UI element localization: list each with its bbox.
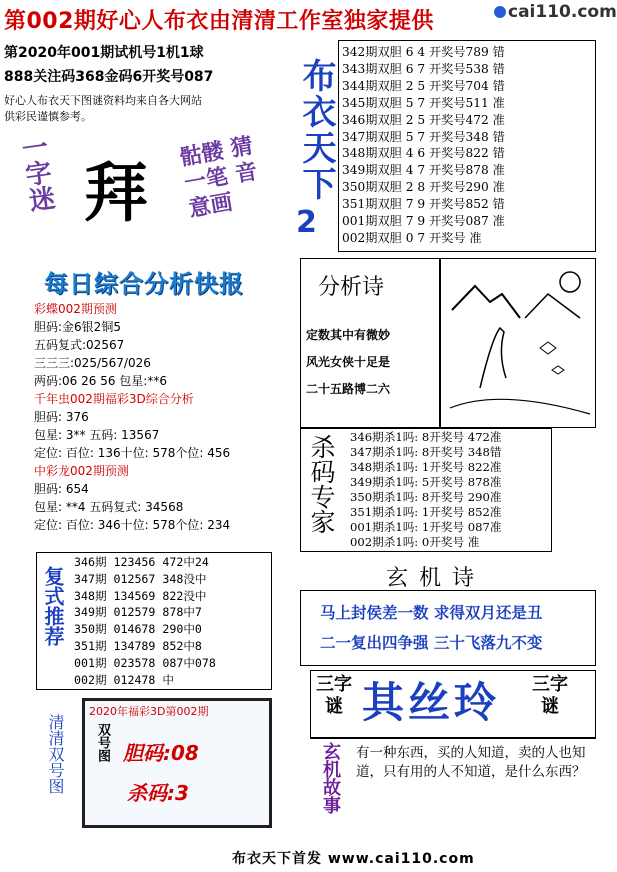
shama-row: 002期杀1吗: 0开奖号 准 <box>350 535 480 549</box>
sanzimi-center: 其丝玲 <box>362 678 501 727</box>
shama-title: 杀码专家 <box>307 434 336 534</box>
caidie-line: 两码:06 26 56 包星:**6 <box>34 374 167 388</box>
shuangdan-row: 351期双胆 7 9 开奖号852 错 <box>342 197 505 212</box>
shama-list <box>350 430 501 550</box>
shuangdan-row: 346期双胆 2 5 开奖号472 准 <box>342 112 505 127</box>
xuanji-line-2: 二一复出四争强 三十飞落九不变 <box>320 634 543 652</box>
intro-block <box>4 42 304 124</box>
analysis-blocks <box>34 300 294 534</box>
qingqing-side-label: 双号图 <box>95 723 110 762</box>
fushi-row: 349期 012579 878中7 <box>74 605 202 620</box>
fushi-row: 001期 023578 087中078 <box>74 655 216 670</box>
fushi-row: 351期 134789 852中8 <box>74 638 202 653</box>
shama-row: 001期杀1吗: 1开奖号 087准 <box>350 520 502 534</box>
riddle-left: 一字迷 <box>15 132 57 214</box>
shuangdan-row: 350期双胆 2 8 开奖号290 准 <box>342 180 505 195</box>
sanzimi-label-left: 三字谜 <box>316 674 352 717</box>
fushi-row: 348期 134569 822没中 <box>74 588 207 603</box>
shuangdan-row: 347期双胆 5 7 开奖号348 错 <box>342 129 505 144</box>
qingqing-box <box>82 698 272 828</box>
zhongcailong-line: 包星: **4 五码复式: 34568 <box>34 500 184 514</box>
poem-line-3: 二十五路博二六 <box>306 382 391 396</box>
qiannianchong-line: 包星: 3** 五码: 13567 <box>34 428 160 442</box>
poem-line-1: 定数其中有微妙 <box>306 328 391 342</box>
shuangdan-row: 348期双胆 4 6 开奖号822 错 <box>342 146 505 161</box>
intro-line-2: 888关注码368金码6开奖号087 <box>4 69 214 85</box>
fushi-row: 347期 012567 348没中 <box>74 571 207 586</box>
shama-row: 350期杀1吗: 8开奖号 290准 <box>350 490 502 504</box>
page-title: 第002期好心人布衣由清清工作室独家提供 <box>4 9 434 34</box>
riddle-center: 拜 <box>84 157 148 231</box>
header-bar <box>0 0 617 38</box>
shuangdan-row: 345期双胆 5 7 开奖号511 准 <box>342 95 505 110</box>
shuangdan-row: 001期双胆 7 9 开奖号087 准 <box>342 214 505 229</box>
poem-title: 分析诗 <box>318 275 385 300</box>
shuangdan-row: 344期双胆 2 5 开奖号704 错 <box>342 78 505 93</box>
fushi-row: 002期 012478 中 <box>74 672 174 687</box>
caidie-line: 五码复式:02567 <box>34 338 125 352</box>
footer: 布衣天下首发 www.cai110.com <box>232 851 475 867</box>
qiannianchong-line: 定位: 百位: 136十位: 578个位: 456 <box>34 446 231 460</box>
qingqing-label: 清清双号图 <box>46 714 65 794</box>
shuangdan-list <box>342 44 505 247</box>
logo-icon <box>494 6 506 18</box>
shama-row: 349期杀1吗: 5开奖号 878准 <box>350 475 502 489</box>
caidie-line: 三三三:025/567/026 <box>34 356 151 370</box>
shuangdan-row: 343期双胆 6 7 开奖号538 错 <box>342 61 505 76</box>
brand-number: 2 <box>296 205 317 240</box>
shama-row: 346期杀1吗: 8开奖号 472准 <box>350 430 502 444</box>
qingqing-danma: 胆码:08 <box>123 741 199 765</box>
xuanji-title: 玄 机 诗 <box>386 566 476 591</box>
qiannianchong-heading: 千年虫002期福彩3D综合分析 <box>34 392 194 406</box>
fushi-list <box>74 554 216 688</box>
qiannianchong-line: 胆码: 376 <box>34 410 89 424</box>
intro-line-1: 第2020年001期试机号1机1球 <box>4 45 204 61</box>
shama-row: 351期杀1吗: 1开奖号 852准 <box>350 505 502 519</box>
story-label: 玄机故事 <box>320 742 341 814</box>
caidie-line: 胆码:金6银2铜5 <box>34 320 121 334</box>
landscape-illustration <box>440 258 596 428</box>
shuangdan-row: 342期双胆 6 4 开奖号789 错 <box>342 45 505 59</box>
fushi-row: 350期 014678 290中0 <box>74 622 202 637</box>
fushi-row: 346期 123456 472中24 <box>74 555 209 569</box>
intro-line-3: 好心人布衣天下图谜资料均来自各大网站 <box>4 94 202 107</box>
qingqing-shama: 杀码:3 <box>127 781 189 805</box>
site-logo[interactable]: cai110.com <box>494 2 617 22</box>
brand-vertical: 布衣天下 <box>296 58 336 202</box>
fushi-title: 复式推荐 <box>41 566 65 646</box>
caidie-heading: 彩蝶002期预测 <box>34 302 117 316</box>
story-text: 有一种东西，买的人知道，卖的人也知道，只有用的人不知道，是什么东西？ <box>356 745 586 780</box>
shuangdan-row: 002期双胆 0 7 开奖号 准 <box>342 230 482 245</box>
riddle-right: 骷髅 猜一笔 音意画 <box>177 133 260 223</box>
zhongcailong-line: 定位: 百位: 346十位: 578个位: 234 <box>34 518 231 532</box>
riddle-art <box>4 130 274 245</box>
poem-lines <box>306 322 390 403</box>
poem-line-2: 风光女侠十足是 <box>306 355 391 369</box>
qingqing-box-heading: 2020年福彩3D第002期 <box>89 705 209 718</box>
xuanji-line-1: 马上封侯差一数 求得双月还是丑 <box>320 604 543 622</box>
zhongcailong-line: 胆码: 654 <box>34 482 89 496</box>
zhongcailong-heading: 中彩龙002期预测 <box>34 464 129 478</box>
xuanji-lines <box>320 598 542 658</box>
sanzimi-label-right: 三字谜 <box>532 674 568 717</box>
analysis-banner: 每日综合分析快报 <box>44 270 244 298</box>
shama-row: 348期杀1吗: 1开奖号 822准 <box>350 460 502 474</box>
shama-row: 347期杀1吗: 8开奖号 348错 <box>350 445 502 459</box>
shuangdan-row: 349期双胆 4 7 开奖号878 准 <box>342 163 505 178</box>
intro-line-4: 供彩民谨慎参考。 <box>4 110 92 123</box>
